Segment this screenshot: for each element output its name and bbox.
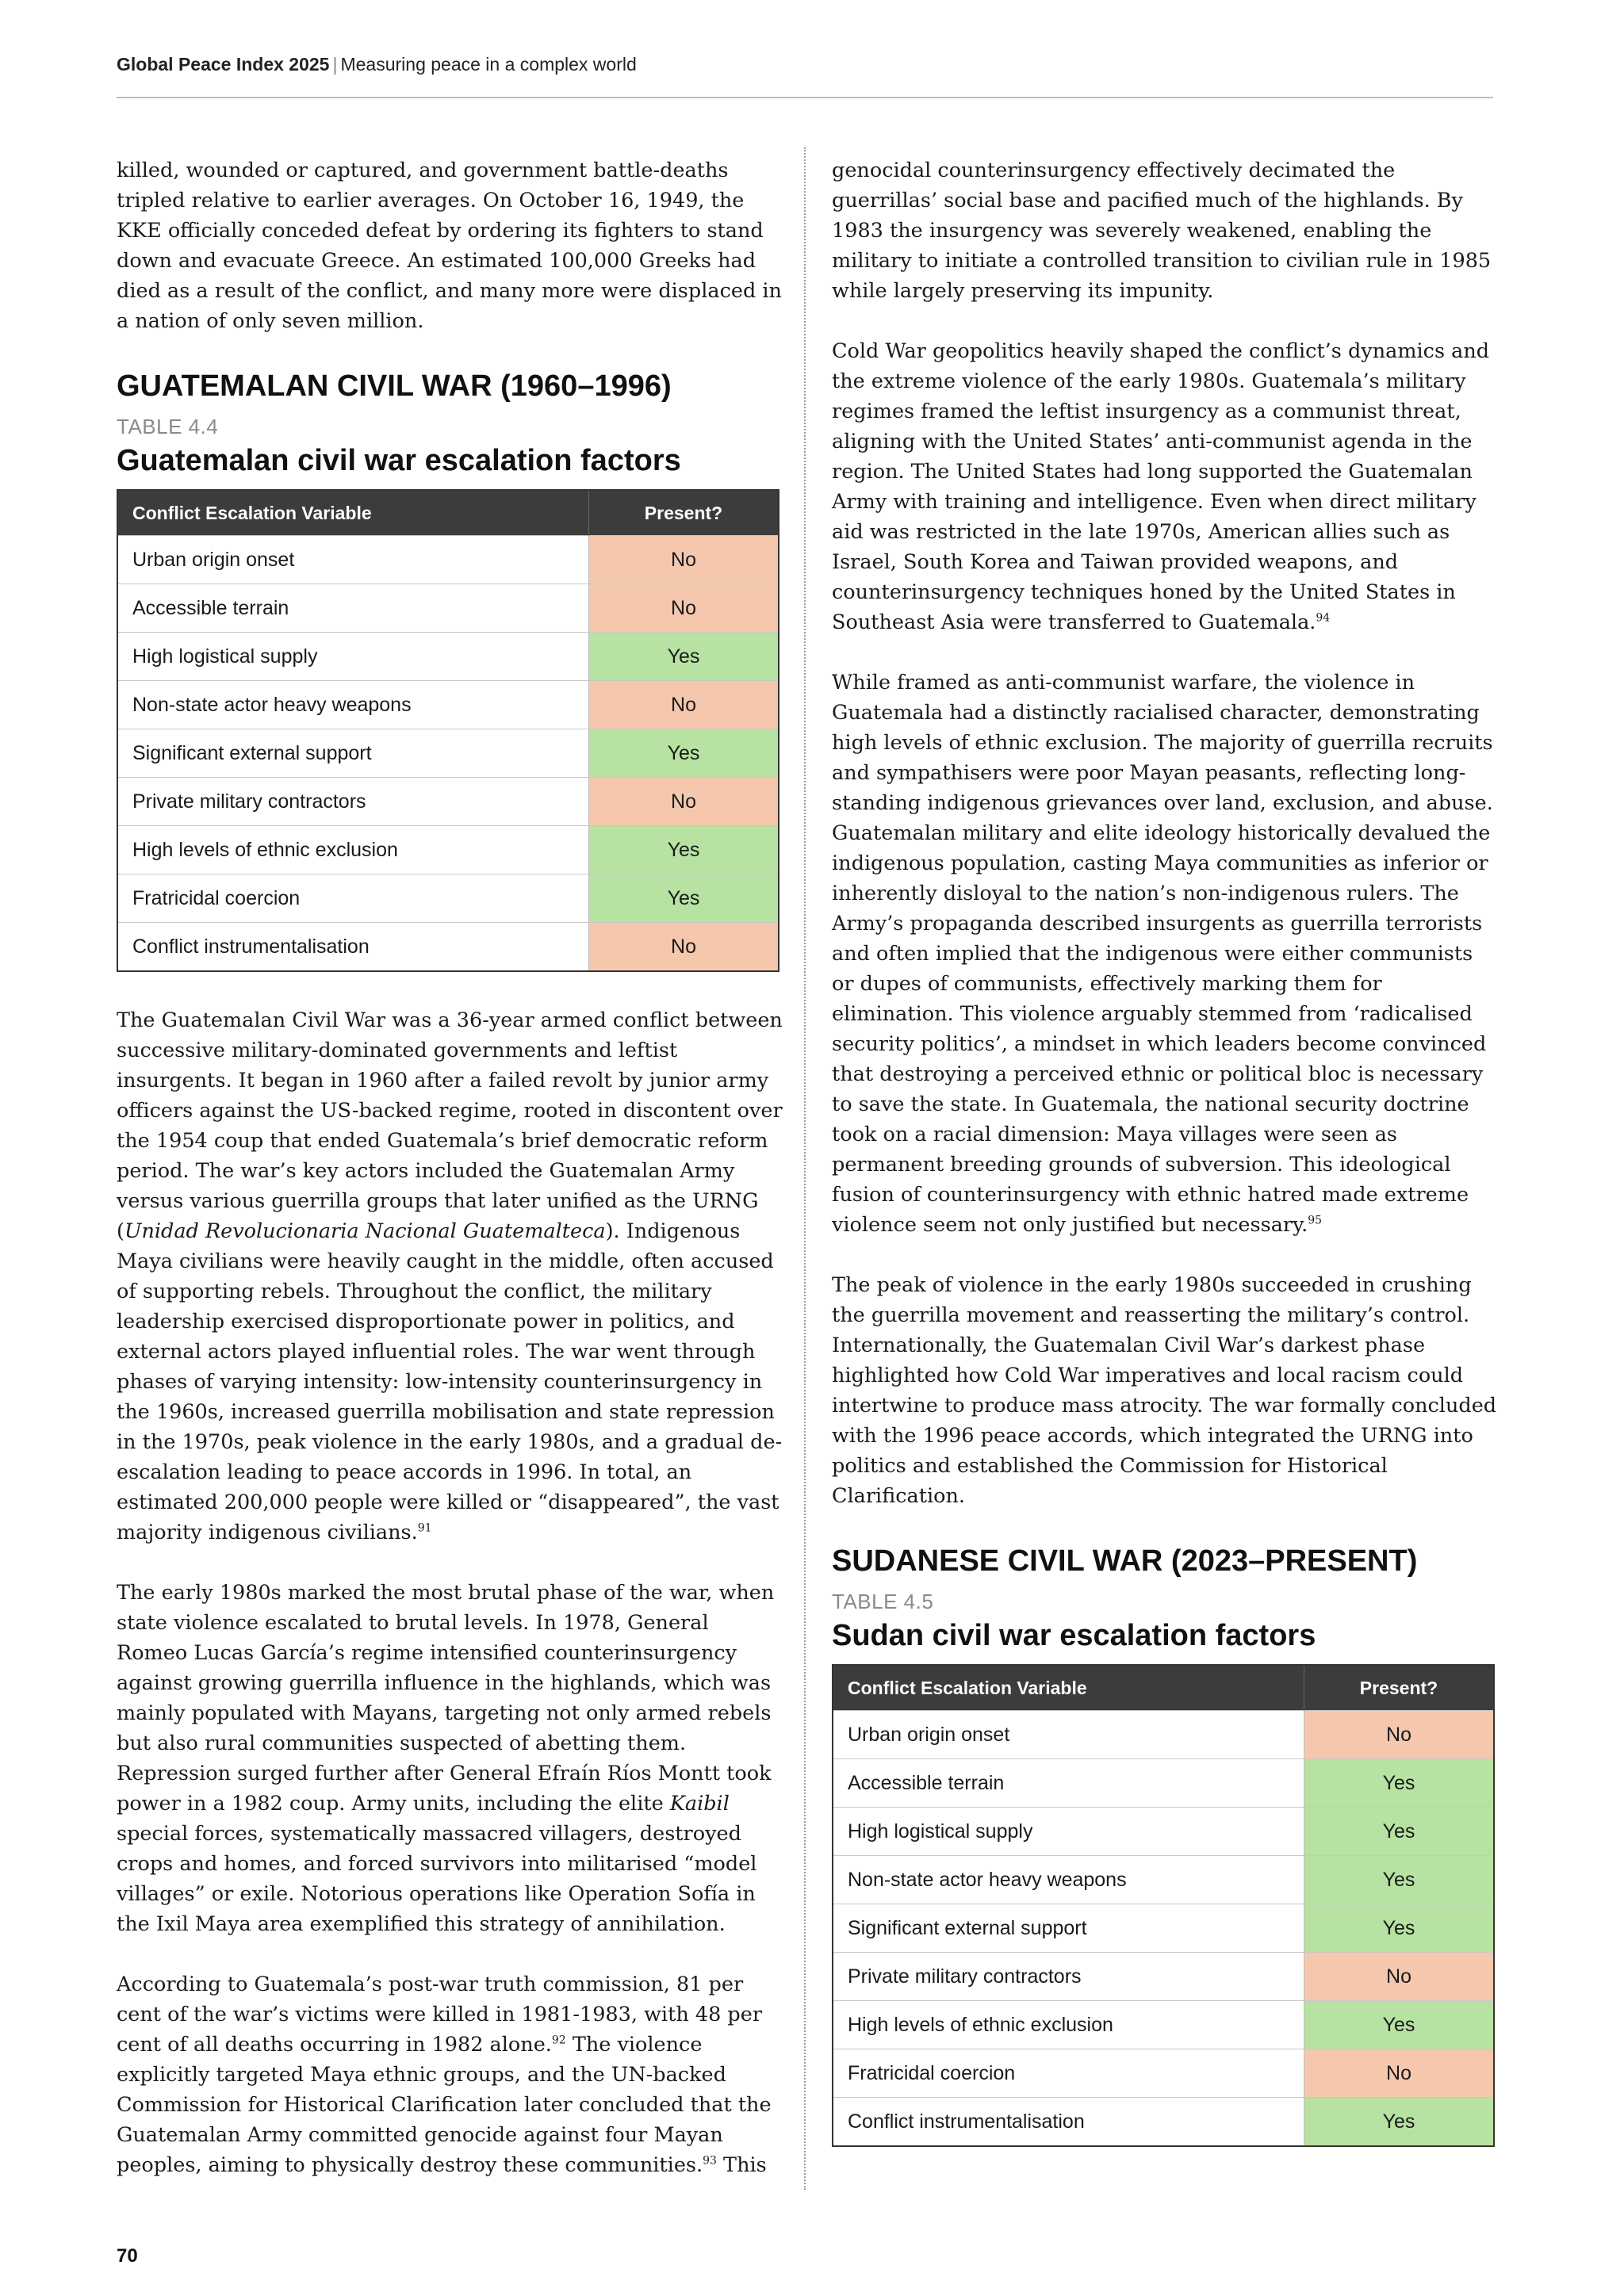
variable-cell: Accessible terrain <box>833 1759 1304 1808</box>
column-header-present: Present? <box>1304 1665 1495 1711</box>
present-cell: No <box>589 778 779 826</box>
column-header-variable: Conflict Escalation Variable <box>117 490 589 536</box>
present-cell: Yes <box>589 874 779 923</box>
table-row <box>833 1953 1494 2001</box>
escalation-factors-table <box>832 1664 1495 2147</box>
body-paragraph: The Guatemalan Civil War was a 36-year armed conflict between successive military-dominated governments and leftist insurgents. It began in 1960 after a failed revolt by junior army officers against the US-backed regime, rooted in discontent over the 1954 coup that ended Guatemala’s brief democratic reform period. The war’s key actors included the Guatemalan Army versus various guerrilla groups that later unified as the URNG (Unidad Revolucionaria Nacional Guatemalteca). Indigenous Maya civilians were heavily caught in the middle, often accused of supporting rebels. Throughout the conflict, the military leadership exercised disproportionate power in politics, and external actors played influential roles. The war went through phases of varying intensity: low-intensity counterinsurgency in the 1960s, increased guerrilla mobilisation and state repression in the 1970s, peak violence in the early 1980s, and a gradual de-escalation leading to peace accords in 1996. In total, an estimated 200,000 people were killed or “disappeared”, the vast majority indigenous civilians.$^{91}$ <box>117 1008 783 1544</box>
table-row <box>833 1904 1494 1953</box>
page-number: 70 <box>117 2245 138 2267</box>
left-column <box>117 155 783 2180</box>
table-label: TABLE 4.5 <box>832 1590 934 1613</box>
variable-cell: Fratricidal coercion <box>833 2049 1304 2098</box>
table-row <box>833 2049 1494 2098</box>
publication-title: Global Peace Index 2025 <box>117 54 330 75</box>
escalation-factors-table <box>117 489 779 972</box>
right-column <box>832 155 1498 2147</box>
present-cell: No <box>589 923 779 972</box>
present-cell: No <box>589 584 779 633</box>
present-cell: Yes <box>589 826 779 874</box>
present-cell: Yes <box>589 633 779 681</box>
footnote-ref: 93 <box>703 2154 717 2168</box>
table-row <box>117 826 779 874</box>
variable-cell: High logistical supply <box>117 633 589 681</box>
section-heading-guatemala: GUATEMALAN CIVIL WAR (1960–1996) <box>117 369 672 403</box>
table-row <box>833 2001 1494 2049</box>
variable-cell: Significant external support <box>117 729 589 778</box>
table-row <box>117 874 779 923</box>
variable-cell: Urban origin onset <box>833 1711 1304 1759</box>
footnote-ref: 92 <box>551 2034 566 2047</box>
variable-cell: Urban origin onset <box>117 536 589 584</box>
table-row <box>117 729 779 778</box>
variable-cell: High logistical supply <box>833 1808 1304 1856</box>
footnote-ref: 91 <box>417 1521 432 1535</box>
table-row <box>833 1856 1494 1904</box>
present-cell: No <box>1304 1711 1495 1759</box>
table-title: Sudan civil war escalation factors <box>832 1619 1316 1652</box>
present-cell: No <box>589 681 779 729</box>
present-cell: No <box>589 536 779 584</box>
column-header-variable: Conflict Escalation Variable <box>833 1665 1304 1711</box>
variable-cell: High levels of ethnic exclusion <box>117 826 589 874</box>
variable-cell: Non-state actor heavy weapons <box>117 681 589 729</box>
present-cell: No <box>1304 1953 1495 2001</box>
table-row <box>117 633 779 681</box>
body-paragraph: The early 1980s marked the most brutal phase of the war, when state violence escalated to brutal levels. In 1978, General Romeo Lucas García’s regime intensified counterinsurgency against growing guerrilla influence in the highlands, which was mainly populated with Mayans, targeting not only armed rebels but also rural communities suspected of abetting them. Repression surged further after General Efraín Ríos Montt took power in a 1982 coup. Army units, including the elite Kaibil special forces, systematically massacred villagers, destroyed crops and homes, and forced survivors into militarised “model villages” or exile. Notorious operations like Operation Sofía in the Ixil Maya area exemplified this strategy of annihilation. <box>117 1581 775 1936</box>
column-header-present: Present? <box>589 490 779 536</box>
variable-cell: Private military contractors <box>117 778 589 826</box>
present-cell: Yes <box>1304 1808 1495 1856</box>
body-paragraph: The peak of violence in the early 1980s succeeded in crushing the guerrilla movement and reasserting the military’s control. Internationally, the Guatemalan Civil War’s darkest phase highlighted how Cold War imperatives and local racism could intertwine to produce mass atrocity. The war formally concluded with the 1996 peace accords, which integrated the URNG into politics and established the Commission for Historical Clarification. <box>832 1273 1497 1508</box>
body-paragraph: genocidal counterinsurgency effectively decimated the guerrillas’ social base and pacified much of the highlands. By 1983 the insurgency was severely weakened, enabling the military to initiate a controlled transition to civilian rule in 1985 while largely preserving its impunity. <box>832 159 1492 303</box>
present-cell: Yes <box>1304 2001 1495 2049</box>
present-cell: Yes <box>589 729 779 778</box>
table-row <box>117 923 779 972</box>
table-row <box>833 2098 1494 2147</box>
variable-cell: Conflict instrumentalisation <box>117 923 589 972</box>
section-heading-sudan: SUDANESE CIVIL WAR (2023–PRESENT) <box>832 1544 1418 1578</box>
present-cell: Yes <box>1304 1759 1495 1808</box>
publication-subtitle: Measuring peace in a complex world <box>340 54 637 75</box>
header-rule <box>117 97 1493 98</box>
table-label: TABLE 4.4 <box>117 415 219 438</box>
body-paragraph: While framed as anti-communist warfare, the violence in Guatemala had a distinctly racialised character, demonstrating high levels of ethnic exclusion. The majority of guerrilla recruits and sympathisers were poor Mayan peasants, reflecting long-standing indigenous grievances over land, exclusion, and abuse. Guatemalan military and elite ideology historically devalued the indigenous population, casting Maya communities as inferior or inherently disloyal to the nation’s non-indigenous rulers. The Army’s propaganda described insurgents as guerrilla terrorists and often implied that the indigenous were either communists or dupes of communists, effectively marking them for elimination. This violence arguably stemmed from ‘radicalised security politics’, a mindset in which leaders become convinced that destroying a perceived ethnic or political bloc is necessary to save the state. In Guatemala, the national security doctrine took on a racial dimension: Maya villages were seen as permanent breeding grounds of subversion. This ideological fusion of counterinsurgency with ethnic hatred made extreme violence seem not only justified but necessary.$^{95}$ <box>832 671 1493 1237</box>
present-cell: Yes <box>1304 1856 1495 1904</box>
table-row <box>117 778 779 826</box>
variable-cell: Accessible terrain <box>117 584 589 633</box>
variable-cell: Non-state actor heavy weapons <box>833 1856 1304 1904</box>
table-row <box>117 681 779 729</box>
table-row <box>117 536 779 584</box>
running-header <box>117 54 1493 75</box>
body-paragraph: Cold War geopolitics heavily shaped the conflict’s dynamics and the extreme violence of the early 1980s. Guatemala’s military regimes framed the leftist insurgency as a communist threat, aligning with the United States’ anti-communist agenda in the region. The United States had long supported the Guatemalan Army with training and intelligence. Even when direct military aid was restricted in the late 1970s, American allies such as Israel, South Korea and Taiwan provided weapons, and counterinsurgency techniques honed by the United States in Southeast Asia were transferred to Guatemala.$^{94}$ <box>832 339 1490 634</box>
variable-cell: Private military contractors <box>833 1953 1304 2001</box>
table-row <box>833 1711 1494 1759</box>
footnote-ref: 95 <box>1308 1214 1323 1227</box>
table-row <box>117 584 779 633</box>
variable-cell: Significant external support <box>833 1904 1304 1953</box>
variable-cell: Conflict instrumentalisation <box>833 2098 1304 2147</box>
table-header-row <box>833 1665 1494 1711</box>
table-header-row <box>117 490 779 536</box>
body-paragraph: According to Guatemala’s post-war truth commission, 81 per cent of the war’s victims were killed in 1981-1983, with 48 per cent of all deaths occurring in 1982 alone.$^{92}$ The violence explicitly targeted Maya ethnic groups, and the UN-backed Commission for Historical Clarification later concluded that the Guatemalan Army committed genocide against four Mayan peoples, aiming to physically destroy these communities.$^{93}$ This <box>117 1973 772 2177</box>
table-row <box>833 1808 1494 1856</box>
present-cell: Yes <box>1304 2098 1495 2147</box>
variable-cell: Fratricidal coercion <box>117 874 589 923</box>
present-cell: No <box>1304 2049 1495 2098</box>
footnote-ref: 94 <box>1316 611 1331 625</box>
intro-paragraph: killed, wounded or captured, and government battle-deaths tripled relative to earlier averages. On October 16, 1949, the KKE officially conceded defeat by ordering its fighters to stand down and evacuate Greece. An estimated 100,000 Greeks had died as a result of the conflict, and many more were displaced in a nation of only seven million. <box>117 159 782 333</box>
variable-cell: High levels of ethnic exclusion <box>833 2001 1304 2049</box>
present-cell: Yes <box>1304 1904 1495 1953</box>
table-title: Guatemalan civil war escalation factors <box>117 444 681 477</box>
column-divider <box>804 147 806 2190</box>
table-row <box>833 1759 1494 1808</box>
header-separator: | <box>332 54 338 75</box>
